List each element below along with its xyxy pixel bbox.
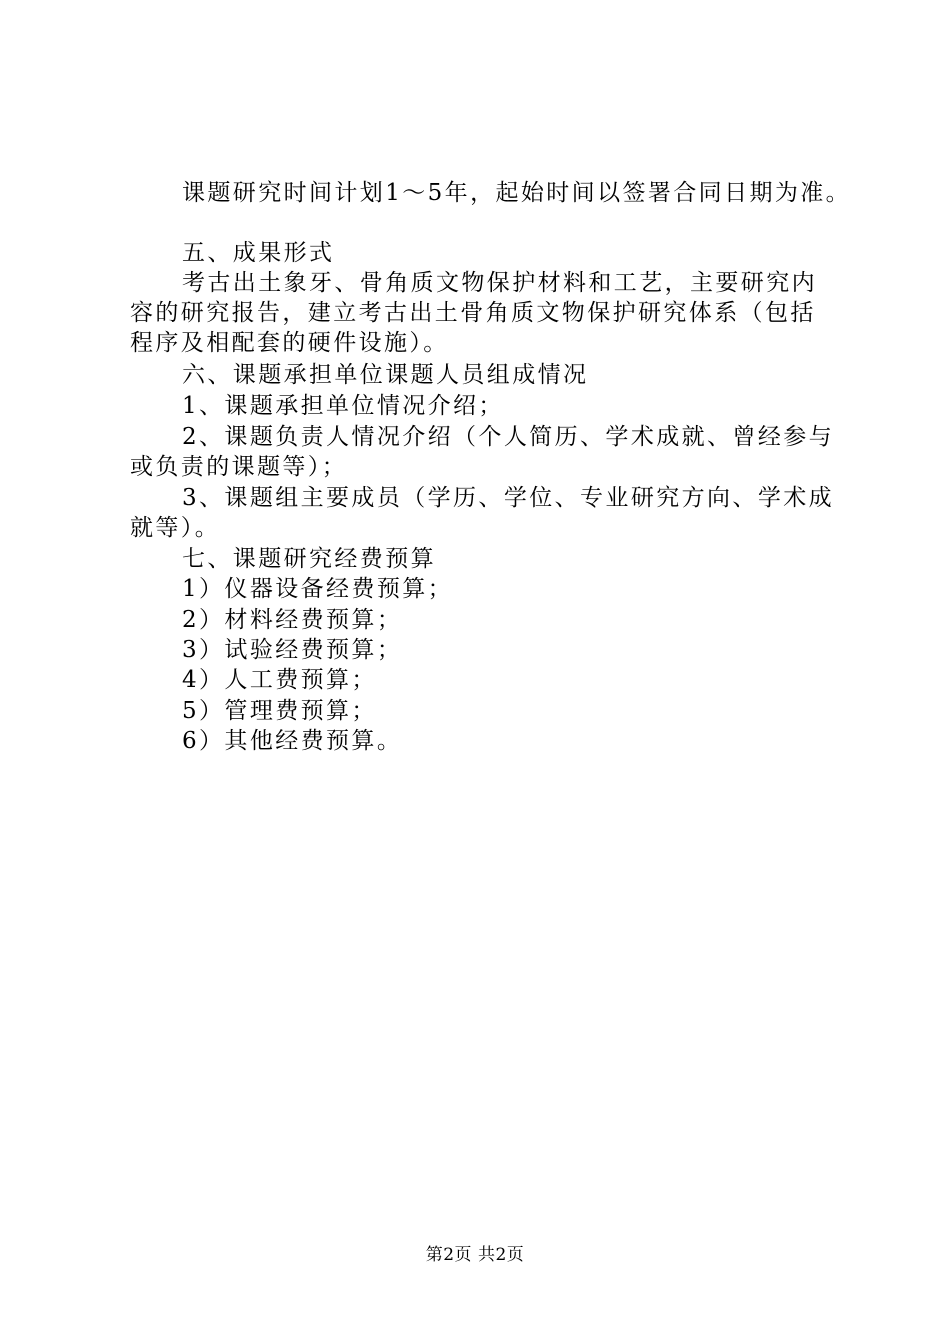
list-item-budget-equipment: 1）仪器设备经费预算；: [182, 576, 454, 602]
list-item-budget-materials: 2）材料经费预算；: [182, 607, 403, 633]
paragraph-results-line-3: 程序及相配套的硬件设施）。: [130, 330, 449, 356]
heading-personnel: 六、课题承担单位课题人员组成情况: [182, 362, 589, 388]
list-item-members-line-1: 3、课题组主要成员（学历、学位、专业研究方向、学术成: [182, 485, 835, 511]
list-item-unit-intro: 1、课题承担单位情况介绍；: [182, 393, 504, 419]
paragraph-results-line-2: 容的研究报告，建立考古出土骨角质文物保护研究体系（包括: [130, 300, 816, 326]
list-item-budget-other: 6）其他经费预算。: [182, 728, 403, 754]
page-number-footer: 第2页 共2页: [425, 1245, 525, 1265]
heading-results-form: 五、成果形式: [182, 240, 335, 266]
paragraph-results-line-1: 考古出土象牙、骨角质文物保护材料和工艺，主要研究内: [182, 270, 817, 296]
list-item-budget-testing: 3）试验经费预算；: [182, 637, 403, 663]
heading-budget: 七、课题研究经费预算: [182, 546, 436, 572]
list-item-members-line-2: 就等）。: [130, 515, 221, 541]
list-item-leader-intro-line-1: 2、课题负责人情况介绍（个人简历、学术成就、曾经参与: [182, 424, 835, 450]
paragraph-research-time: 课题研究时间计划1～5年，起始时间以签署合同日期为准。: [182, 180, 852, 206]
list-item-budget-labor: 4）人工费预算；: [182, 667, 377, 693]
list-item-budget-management: 5）管理费预算；: [182, 698, 377, 724]
list-item-leader-intro-line-2: 或负责的课题等）；: [130, 454, 348, 480]
